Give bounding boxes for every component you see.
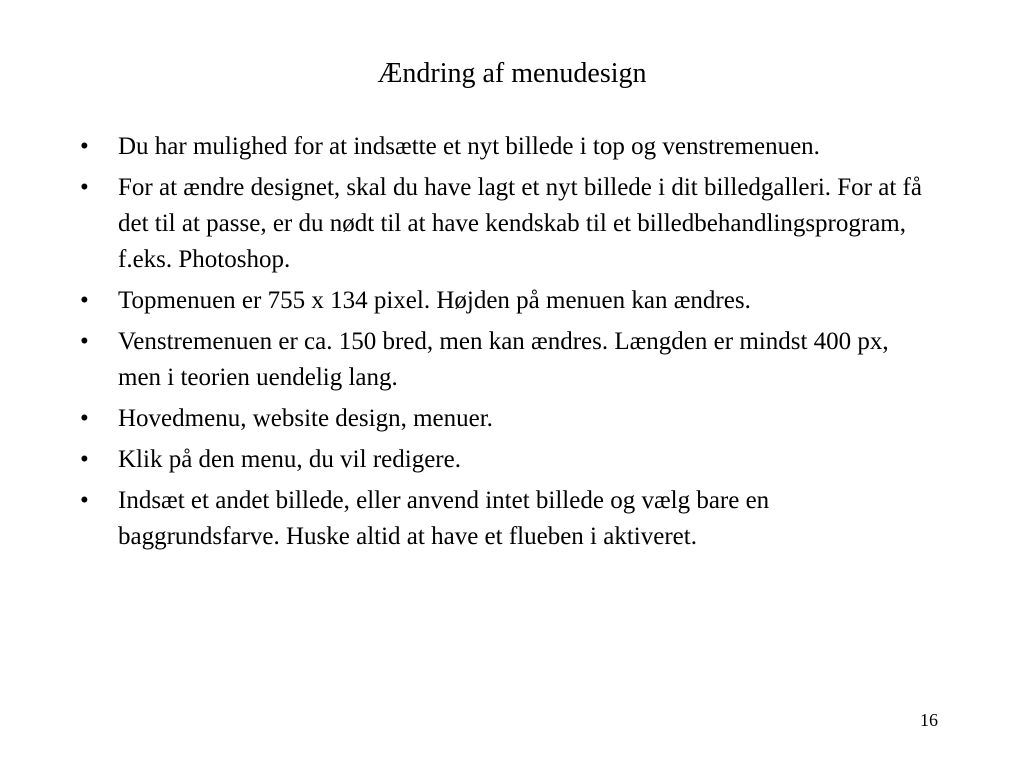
bullet-marker: • (80, 405, 89, 432)
bullet-text: Hovedmenu, website design, menuer. (118, 405, 493, 432)
bullet-text: Klik på den menu, du vil redigere. (118, 446, 461, 473)
bullet-item (75, 483, 935, 555)
bullet-marker: • (80, 133, 89, 160)
bullet-item (75, 129, 935, 165)
bullet-marker: • (80, 328, 89, 355)
bullet-marker: • (80, 174, 89, 201)
bullet-marker: • (80, 487, 89, 514)
bullet-marker: • (80, 287, 89, 314)
bullet-item (75, 170, 935, 278)
slide-title: Ændring af menudesign (377, 58, 647, 89)
bullet-text: Topmenuen er 755 x 134 pixel. Højden på menuen kan ændres. (118, 287, 751, 314)
bullet-item (75, 401, 935, 437)
bullet-item (75, 283, 935, 319)
bullet-item (75, 324, 935, 396)
bullet-item (75, 442, 935, 478)
bullet-text: Venstremenuen er ca. 150 bred, men kan ændres. Længden er mindst 400 px, men i teorien uendelig lang. (118, 328, 889, 391)
bullet-marker: • (80, 446, 89, 473)
bullet-list (75, 129, 935, 560)
page-number: 16 (920, 710, 938, 730)
bullet-text: Du har mulighed for at indsætte et nyt billede i top og venstremenuen. (118, 133, 820, 160)
bullet-text: Indsæt et andet billede, eller anvend intet billede og vælg bare en baggrundsfarve. Huske altid at have et flueben i aktiveret. (118, 487, 770, 550)
bullet-text: For at ændre designet, skal du have lagt et nyt billede i dit billedgalleri. For at få det til at passe, er du nødt til at have kendskab til et billedbehandlingsprogram, f.eks. Photoshop. (118, 174, 922, 273)
